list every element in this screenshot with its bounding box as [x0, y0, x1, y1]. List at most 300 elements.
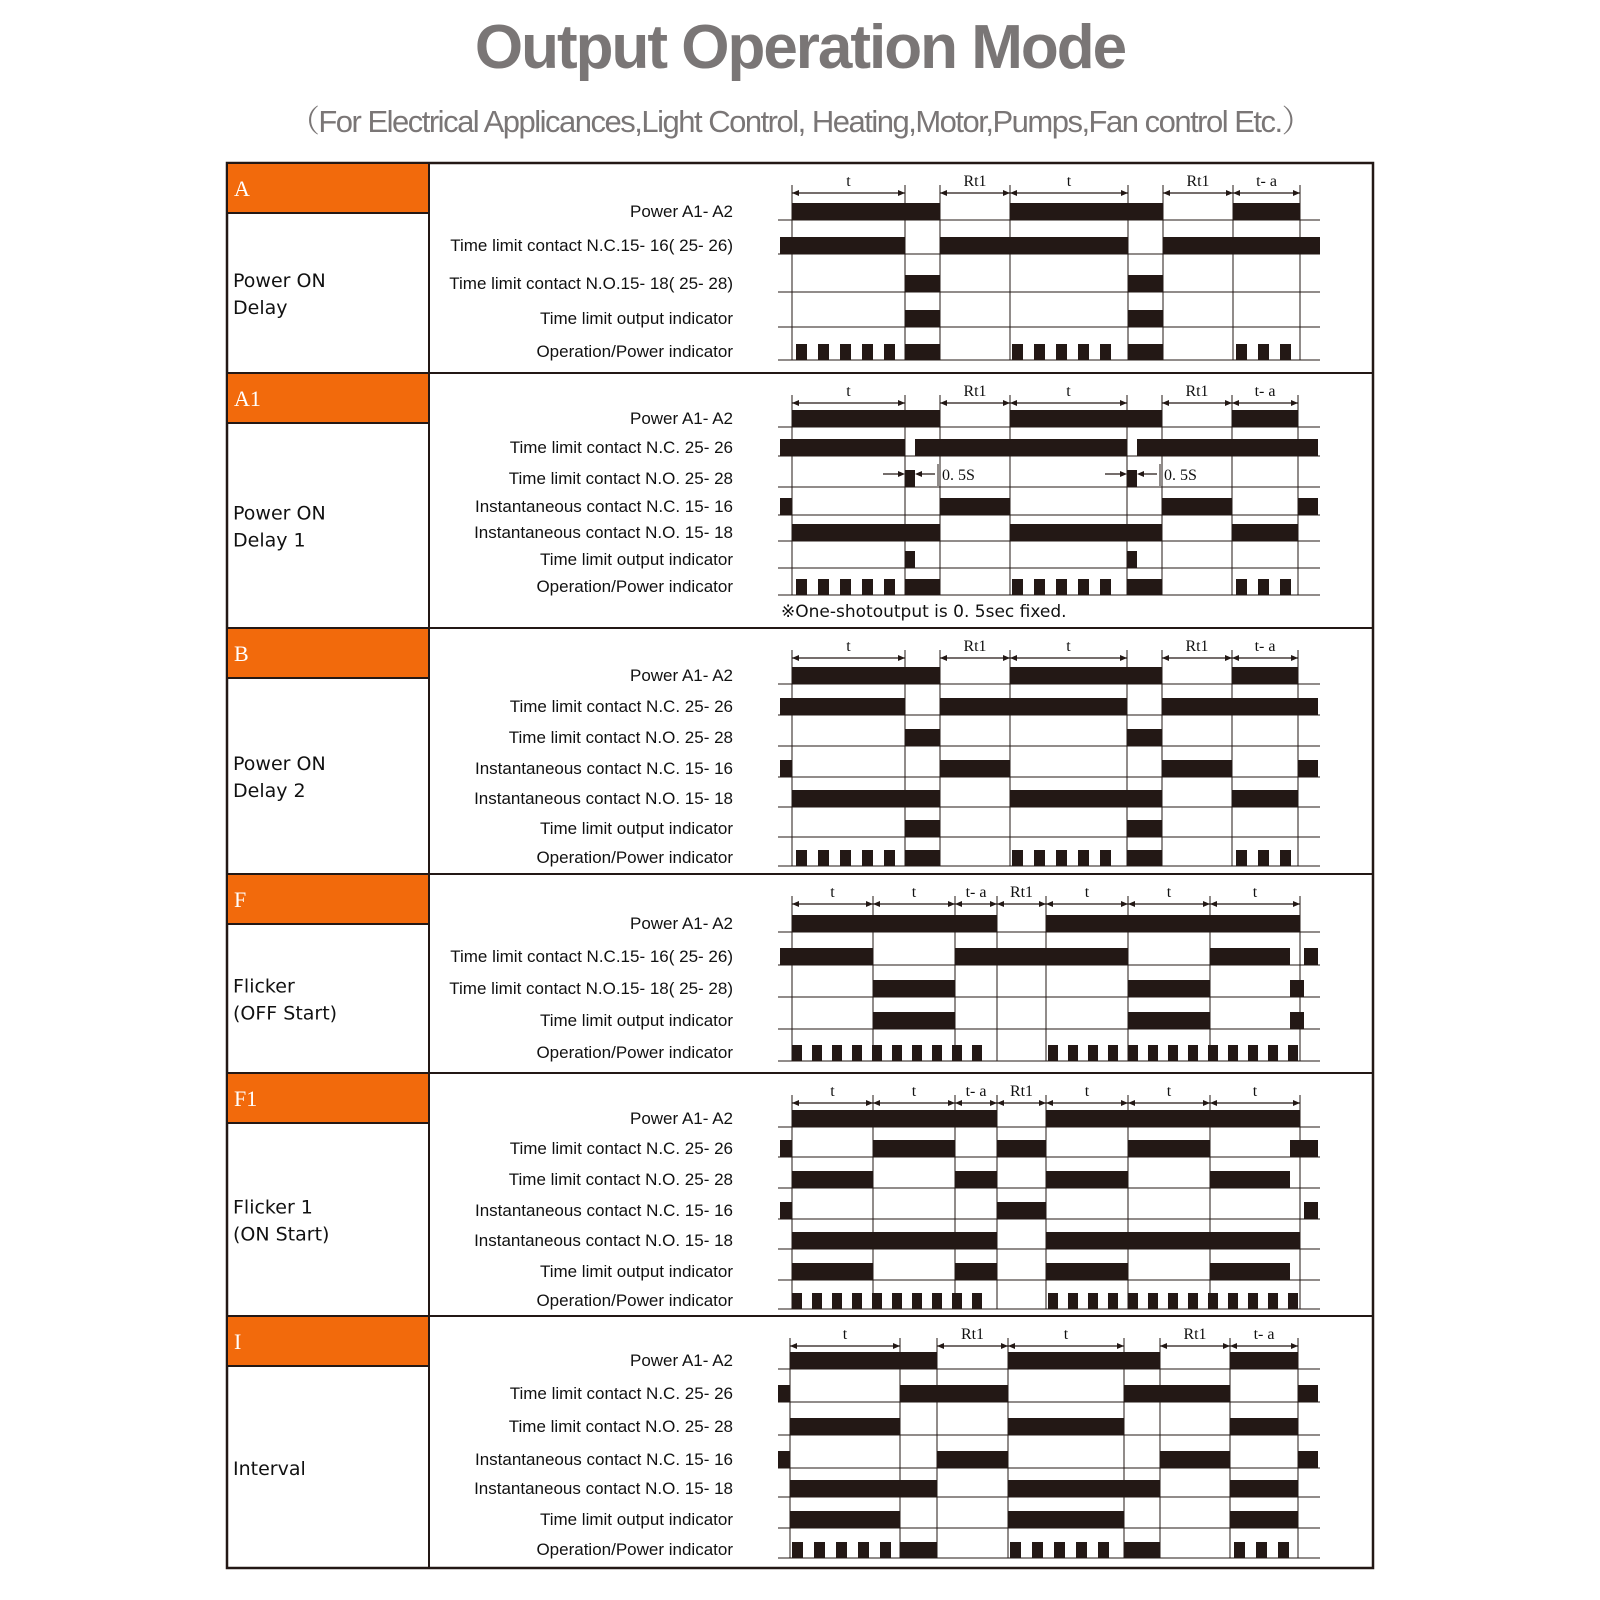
dimension-arrow [898, 400, 905, 406]
signal-high-bar [1046, 1263, 1128, 1280]
dimension-arrow [940, 655, 947, 661]
indicator-pulse [1278, 1542, 1289, 1558]
indicator-pulse [905, 344, 940, 360]
signal-label: Operation/Power indicator [536, 1043, 733, 1062]
dimension-arrow [955, 1100, 962, 1106]
dimension-arrow [792, 1100, 799, 1106]
signal-high-bar [1008, 1480, 1160, 1497]
mode-code: A1 [234, 386, 261, 411]
indicator-pulse [1034, 579, 1045, 595]
dimension-arrow [1120, 400, 1127, 406]
signal-label: Time limit contact N.O. 25- 28 [508, 1417, 733, 1436]
mode-code-band [228, 1074, 428, 1122]
dimension-arrow [1203, 1100, 1210, 1106]
dimension-arrow [1291, 400, 1298, 406]
indicator-pulse [1108, 1045, 1118, 1061]
segment-label: Rt1 [1185, 638, 1209, 655]
signal-high-bar [792, 1110, 997, 1127]
signal-high-bar [790, 1480, 937, 1497]
mode-section-a [228, 164, 1320, 361]
signal-high-bar [790, 1352, 937, 1369]
mode-code-band [228, 1317, 428, 1365]
signal-high-bar [1124, 1385, 1230, 1402]
mode-name-line: Delay [233, 297, 288, 319]
signal-high-bar [1010, 410, 1162, 427]
signal-high-bar [1010, 524, 1162, 541]
signal-label: Time limit contact N.O. 25- 28 [508, 1170, 733, 1189]
signal-label: Power A1- A2 [629, 202, 733, 221]
indicator-pulse [1100, 344, 1111, 360]
indicator-pulse [852, 1045, 862, 1061]
segment-label: t [830, 884, 835, 901]
signal-label: Time limit contact N.C.15- 16( 25- 26) [450, 947, 733, 966]
signal-high-bar [780, 498, 792, 515]
dimension-arrow [1003, 655, 1010, 661]
signal-high-bar [1232, 524, 1298, 541]
dimension-arrow [937, 1343, 944, 1349]
signal-high-bar [792, 1232, 997, 1249]
dimension-arrow [873, 901, 880, 907]
dimension-arrow [940, 400, 947, 406]
indicator-pulse [1288, 1293, 1298, 1309]
segment-label: t [846, 383, 851, 400]
segment-label: t [1066, 383, 1071, 400]
segment-label: Rt1 [1009, 1083, 1034, 1100]
dimension-arrow [898, 190, 905, 196]
indicator-pulse [952, 1293, 962, 1309]
signal-label: Power A1- A2 [629, 1109, 733, 1128]
signal-high-bar [790, 1418, 900, 1435]
dimension-arrow [1120, 655, 1127, 661]
segment-label: t [830, 1083, 835, 1100]
signal-label: Instantaneous contact N.O. 15- 18 [474, 1231, 733, 1250]
dimension-arrow [1162, 400, 1169, 406]
signal-high-bar [1046, 1171, 1128, 1188]
signal-high-bar [873, 980, 955, 997]
dimension-arrow [1225, 655, 1232, 661]
signal-high-bar [1162, 498, 1232, 515]
indicator-pulse [1128, 344, 1163, 360]
dimension-arrow [1291, 655, 1298, 661]
dimension-arrow [1039, 901, 1046, 907]
indicator-pulse [1258, 344, 1269, 360]
dimension-arrow [1010, 190, 1017, 196]
indicator-pulse [1012, 579, 1023, 595]
dimension-arrow [792, 190, 799, 196]
mode-code: F [234, 887, 247, 912]
dimension-arrow [1293, 901, 1300, 907]
signal-high-bar [873, 1140, 955, 1157]
signal-high-bar [1232, 410, 1298, 427]
segment-label: Rt1 [960, 1326, 985, 1343]
indicator-pulse [1056, 850, 1067, 866]
dimension-arrow [997, 1100, 1004, 1106]
segment-label: Rt1 [963, 383, 987, 400]
indicator-pulse [1056, 344, 1067, 360]
indicator-pulse [840, 344, 851, 360]
signal-high-bar [1290, 1012, 1304, 1029]
signal-label: Operation/Power indicator [536, 342, 733, 361]
indicator-pulse [1068, 1045, 1078, 1061]
indicator-pulse [840, 579, 851, 595]
mode-code-band [228, 164, 428, 212]
indicator-pulse [1228, 1293, 1238, 1309]
mode-section-f1 [227, 1073, 1373, 1310]
signal-label: Time limit output indicator [539, 309, 733, 328]
indicator-pulse [932, 1293, 942, 1309]
dimension-arrow [1121, 1100, 1128, 1106]
dimension-arrow [955, 901, 962, 907]
signal-label: Instantaneous contact N.O. 15- 18 [474, 789, 733, 808]
dimension-arrow [1232, 400, 1239, 406]
signal-high-bar [780, 439, 905, 456]
signal-high-bar [940, 760, 1010, 777]
dimension-arrow [940, 190, 947, 196]
mode-code: I [234, 1329, 242, 1354]
segment-label: t [1166, 884, 1172, 901]
indicator-pulse [792, 1542, 803, 1558]
indicator-pulse [952, 1045, 962, 1061]
mode-code-band [228, 629, 428, 677]
signal-high-bar [1230, 1511, 1298, 1528]
indicator-pulse [1124, 1542, 1160, 1558]
signal-high-bar [1230, 1418, 1298, 1435]
signal-high-bar [955, 1171, 997, 1188]
indicator-pulse [905, 850, 940, 866]
signal-high-bar [905, 820, 940, 837]
segment-label: Rt1 [1185, 383, 1209, 400]
signal-high-bar [905, 275, 940, 292]
signal-label: Time limit contact N.C. 25- 26 [509, 697, 733, 716]
indicator-pulse [892, 1045, 902, 1061]
note-arrow [1120, 471, 1127, 477]
signal-high-bar [1298, 760, 1318, 777]
mode-name-line: (ON Start) [233, 1223, 330, 1246]
segment-label: Rt1 [963, 638, 987, 655]
indicator-pulse [1078, 344, 1089, 360]
mode-name-line: Flicker [233, 975, 295, 998]
dimension-arrow [1226, 190, 1233, 196]
dimension-arrow [1210, 901, 1217, 907]
signal-high-bar [778, 1385, 790, 1402]
indicator-pulse [1236, 579, 1247, 595]
indicator-pulse [1078, 850, 1089, 866]
signal-high-bar [997, 1202, 1046, 1219]
indicator-pulse [1076, 1542, 1087, 1558]
signal-high-bar [873, 1012, 955, 1029]
signal-high-bar [1298, 1385, 1318, 1402]
mode-section-i [227, 1316, 1373, 1559]
indicator-pulse [832, 1293, 842, 1309]
mode-code: F1 [234, 1086, 258, 1111]
dimension-arrow [1162, 655, 1169, 661]
mode-code-band [228, 875, 428, 923]
signal-high-bar [1233, 203, 1300, 220]
signal-high-bar [1163, 237, 1320, 254]
indicator-pulse [1108, 1293, 1118, 1309]
segment-label: t- a [1253, 1326, 1275, 1343]
segment-label: Rt1 [1009, 884, 1034, 901]
dimension-arrow [1128, 901, 1135, 907]
signal-high-bar [790, 1511, 900, 1528]
signal-high-bar [1210, 1263, 1290, 1280]
signal-high-bar [900, 1385, 1008, 1402]
note-arrow [1137, 471, 1144, 477]
dimension-arrow [990, 901, 997, 907]
dimension-arrow [948, 1100, 955, 1106]
indicator-pulse [1048, 1293, 1058, 1309]
signal-label: Time limit output indicator [539, 1011, 733, 1030]
signal-high-bar [1008, 1418, 1124, 1435]
mode-name-line: Delay 2 [233, 780, 306, 802]
signal-high-bar [792, 915, 997, 932]
signal-high-bar [1298, 498, 1318, 515]
signal-high-bar [1210, 1171, 1290, 1188]
dimension-arrow [1117, 1343, 1124, 1349]
dimension-arrow [948, 901, 955, 907]
mode-code: A [234, 176, 250, 201]
signal-high-bar [1128, 980, 1210, 997]
indicator-pulse [884, 850, 895, 866]
dimension-arrow [1128, 1100, 1135, 1106]
segment-label: Rt1 [963, 173, 987, 190]
signal-high-bar [1128, 1012, 1210, 1029]
segment-label: t [1066, 173, 1072, 190]
signal-high-bar [997, 1140, 1046, 1157]
dimension-arrow [792, 655, 799, 661]
signal-high-bar [792, 790, 940, 807]
indicator-pulse [1056, 579, 1067, 595]
dimension-arrow [1039, 1100, 1046, 1106]
indicator-pulse [932, 1045, 942, 1061]
indicator-pulse [1288, 1045, 1298, 1061]
signal-high-bar [1290, 1140, 1318, 1157]
indicator-pulse [1248, 1045, 1258, 1061]
dimension-arrow [1163, 190, 1170, 196]
signal-label: Power A1- A2 [629, 1351, 733, 1370]
signal-high-bar [780, 760, 792, 777]
signal-high-bar [940, 498, 1010, 515]
dimension-arrow [893, 1343, 900, 1349]
signal-high-bar [1127, 729, 1162, 746]
signal-label: Time limit contact N.O. 25- 28 [508, 728, 733, 747]
dimension-arrow [1293, 190, 1300, 196]
dimension-arrow [1046, 1100, 1053, 1106]
indicator-pulse [1088, 1045, 1098, 1061]
signal-high-bar [955, 948, 1128, 965]
indicator-pulse [792, 1045, 802, 1061]
signal-high-bar [780, 698, 905, 715]
segment-label: t- a [1254, 638, 1276, 655]
indicator-pulse [880, 1542, 891, 1558]
indicator-pulse [972, 1293, 982, 1309]
indicator-pulse [1188, 1293, 1198, 1309]
signal-high-bar [1128, 1140, 1210, 1157]
signal-high-bar [905, 729, 940, 746]
segment-label: t [842, 1326, 848, 1343]
dimension-arrow [873, 1100, 880, 1106]
page-title: Output Operation Mode [474, 13, 1126, 82]
signal-high-bar [905, 310, 940, 327]
indicator-pulse [1010, 1542, 1021, 1558]
signal-high-bar [915, 439, 1127, 456]
signal-high-bar [1046, 1110, 1300, 1127]
signal-label: Operation/Power indicator [536, 848, 733, 867]
indicator-pulse [796, 579, 807, 595]
signal-high-bar [1162, 760, 1232, 777]
dimension-arrow [1008, 1343, 1015, 1349]
dimension-arrow [1230, 1343, 1237, 1349]
segment-label: t [1084, 1083, 1090, 1100]
segment-label: t [911, 1083, 917, 1100]
indicator-pulse [1280, 344, 1291, 360]
indicator-pulse [1128, 1045, 1138, 1061]
indicator-pulse [792, 1293, 802, 1309]
signal-high-bar [1298, 1451, 1318, 1468]
dimension-arrow [898, 655, 905, 661]
indicator-pulse [1048, 1045, 1058, 1061]
dimension-arrow [1010, 400, 1017, 406]
indicator-pulse [1280, 850, 1291, 866]
indicator-pulse [872, 1293, 882, 1309]
indicator-pulse [796, 344, 807, 360]
signal-high-bar [792, 410, 940, 427]
indicator-pulse [1148, 1045, 1158, 1061]
segment-label: t [846, 173, 851, 190]
indicator-pulse [1268, 1045, 1278, 1061]
signal-label: Operation/Power indicator [536, 1291, 733, 1310]
note-arrow [915, 471, 922, 477]
signal-high-bar [792, 1263, 873, 1280]
indicator-pulse [1258, 850, 1269, 866]
signal-label: Time limit output indicator [539, 1510, 733, 1529]
signal-high-bar [1290, 980, 1304, 997]
indicator-pulse [818, 850, 829, 866]
signal-label: Time limit contact N.O. 25- 28 [508, 469, 733, 488]
signal-high-bar [1137, 439, 1318, 456]
signal-label: Power A1- A2 [629, 666, 733, 685]
signal-high-bar [1127, 820, 1162, 837]
signal-high-bar [1230, 1480, 1298, 1497]
mode-code: B [234, 641, 249, 666]
indicator-pulse [1268, 1293, 1278, 1309]
indicator-pulse [1032, 1542, 1043, 1558]
indicator-pulse [884, 344, 895, 360]
dimension-arrow [1121, 901, 1128, 907]
indicator-pulse [1128, 1293, 1138, 1309]
segment-label: t [1166, 1083, 1172, 1100]
signal-high-bar [778, 1451, 790, 1468]
dimension-arrow [1003, 400, 1010, 406]
signal-high-bar [1010, 667, 1162, 684]
segment-label: t [911, 884, 917, 901]
signal-high-bar [780, 237, 905, 254]
dimension-arrow [792, 901, 799, 907]
dimension-arrow [790, 1343, 797, 1349]
signal-high-bar [1304, 1202, 1318, 1219]
page-subtitle: （For Electrical Applicances,Light Control, Heating,Motor,Pumps,Fan control Etc.） [288, 104, 1312, 139]
mode-section-a1 [227, 373, 1373, 622]
signal-label: Time limit contact N.C. 25- 26 [509, 1384, 733, 1403]
signal-high-bar [940, 237, 1128, 254]
dimension-arrow [1010, 655, 1017, 661]
signal-high-bar [1010, 790, 1162, 807]
segment-label: t- a [1256, 173, 1277, 190]
signal-label: Time limit output indicator [539, 550, 733, 569]
dimension-arrow [1046, 901, 1053, 907]
signal-high-bar [1046, 1232, 1300, 1249]
signal-label: Time limit contact N.O.15- 18( 25- 28) [449, 274, 733, 293]
signal-label: Time limit contact N.C. 25- 26 [509, 438, 733, 457]
indicator-pulse [818, 579, 829, 595]
mode-section-f [227, 874, 1373, 1062]
signal-high-bar [1128, 275, 1163, 292]
signal-high-bar [780, 1140, 792, 1157]
indicator-pulse [1034, 850, 1045, 866]
signal-high-bar [780, 948, 873, 965]
segment-label: Rt1 [1186, 173, 1210, 190]
one-shot-width-label: 0. 5S [942, 467, 975, 484]
indicator-pulse [1258, 579, 1269, 595]
indicator-pulse [858, 1542, 869, 1558]
indicator-pulse [1168, 1293, 1178, 1309]
segment-label: t [1252, 884, 1258, 901]
dimension-arrow [990, 1100, 997, 1106]
indicator-pulse [1098, 1542, 1109, 1558]
indicator-pulse [1127, 850, 1162, 866]
mode-name-line: Power ON [233, 753, 326, 775]
signal-label: Power A1- A2 [629, 409, 733, 428]
dimension-arrow [866, 901, 873, 907]
dimension-arrow [1001, 1343, 1008, 1349]
indicator-pulse [1078, 579, 1089, 595]
indicator-pulse [862, 579, 873, 595]
mode-name-line: Interval [233, 1458, 306, 1480]
signal-label: Instantaneous contact N.O. 15- 18 [474, 523, 733, 542]
signal-high-bar [1046, 915, 1300, 932]
indicator-pulse [840, 850, 851, 866]
dimension-arrow [1232, 655, 1239, 661]
signal-label: Time limit output indicator [539, 819, 733, 838]
signal-label: Instantaneous contact N.C. 15- 16 [475, 497, 733, 516]
segment-label: t [846, 638, 851, 655]
dimension-arrow [1003, 190, 1010, 196]
one-shot-footnote: ※One-shotoutput is 0. 5sec fixed. [781, 602, 1067, 622]
signal-high-bar [1232, 790, 1298, 807]
signal-high-bar [1232, 667, 1298, 684]
one-shot-width-label: 0. 5S [1164, 467, 1197, 484]
dimension-arrow [1223, 1343, 1230, 1349]
indicator-pulse [1100, 579, 1111, 595]
indicator-pulse [818, 344, 829, 360]
dimension-arrow [866, 1100, 873, 1106]
indicator-pulse [884, 579, 895, 595]
signal-high-bar [1162, 698, 1318, 715]
signal-label: Operation/Power indicator [536, 577, 733, 596]
indicator-pulse [1280, 579, 1291, 595]
indicator-pulse [1148, 1293, 1158, 1309]
indicator-pulse [1012, 850, 1023, 866]
signal-label: Time limit contact N.C. 25- 26 [509, 1139, 733, 1158]
segment-label: t [1066, 638, 1071, 655]
signal-high-bar [792, 524, 940, 541]
dimension-arrow [1203, 901, 1210, 907]
indicator-pulse [1088, 1293, 1098, 1309]
indicator-pulse [852, 1293, 862, 1309]
signal-high-bar [1128, 310, 1163, 327]
indicator-pulse [1236, 344, 1247, 360]
signal-high-bar [792, 203, 940, 220]
